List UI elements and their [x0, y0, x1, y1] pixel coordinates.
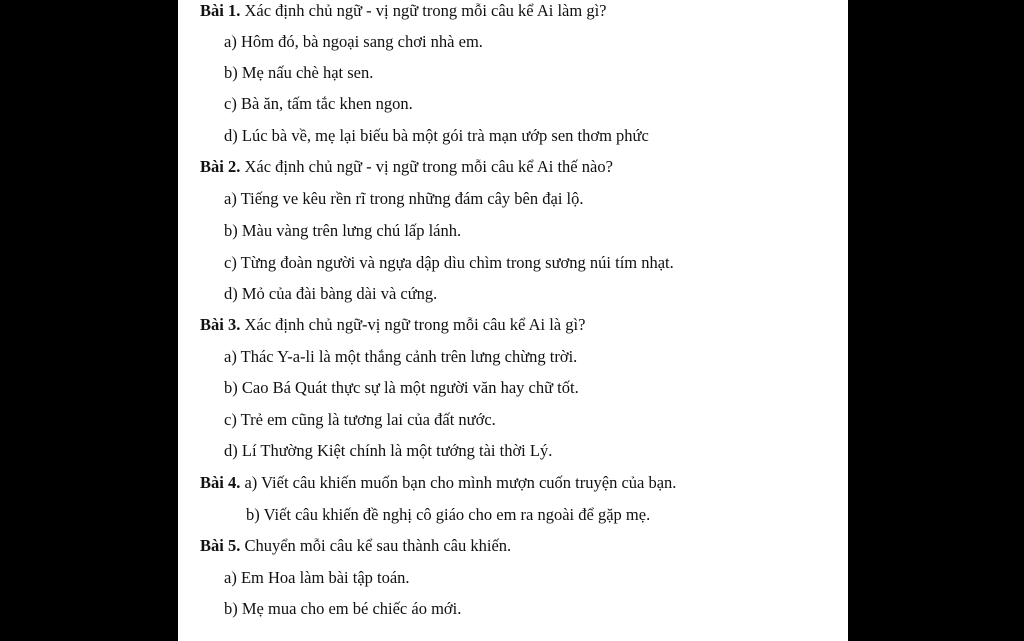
exercise-1-heading — [200, 1, 607, 21]
exercise-3-item-d: d) Lí Thường Kiệt chính là một tướng tài thời Lý. — [224, 441, 553, 460]
document-page — [178, 0, 848, 641]
exercise-1-item-a: a) Hôm đó, bà ngoại sang chơi nhà em. — [224, 32, 483, 51]
exercise-5-label: Bài 5. — [200, 536, 241, 555]
exercise-3-item-a: a) Thác Y-a-li là một thắng cảnh trên lưng chừng trời. — [224, 347, 578, 366]
exercise-1-item-d: d) Lúc bà về, mẹ lại biếu bà một gói trà mạn ướp sen thơm phức — [224, 126, 649, 145]
exercise-4-item-b: b) Viết câu khiến đề nghị cô giáo cho em ra ngoài để gặp mẹ. — [246, 505, 651, 524]
exercise-2-prompt: Xác định chủ ngữ - vị ngữ trong mỗi câu kể Ai thế nào? — [244, 157, 613, 176]
exercise-4-label: Bài 4. — [200, 473, 241, 492]
exercise-4-heading — [200, 473, 676, 493]
exercise-2-heading — [200, 157, 613, 177]
exercise-2-item-a: a) Tiếng ve kêu rền rĩ trong những đám cây bên đại lộ. — [224, 189, 584, 208]
exercise-3-label: Bài 3. — [200, 315, 241, 334]
exercise-4-prompt: a) Viết câu khiến muốn bạn cho mình mượn cuốn truyện của bạn. — [244, 473, 677, 492]
exercise-2-label: Bài 2. — [200, 157, 241, 176]
exercise-2-item-d: d) Mỏ của đài bàng dài và cứng. — [224, 284, 438, 303]
exercise-3-prompt: Xác định chủ ngữ-vị ngữ trong mỗi câu kể Ai là gì? — [244, 315, 586, 334]
exercise-2-item-b: b) Màu vàng trên lưng chú lấp lánh. — [224, 221, 462, 240]
exercise-5-item-a: a) Em Hoa làm bài tập toán. — [224, 568, 410, 587]
exercise-1-prompt: Xác định chủ ngữ - vị ngữ trong mỗi câu kể Ai làm gì? — [244, 1, 607, 20]
exercise-2-item-c: c) Từng đoàn người và ngựa dập dìu chìm trong sương núi tím nhạt. — [224, 253, 674, 272]
exercise-3-item-b: b) Cao Bá Quát thực sự là một người văn hay chữ tốt. — [224, 378, 579, 397]
exercise-5-heading — [200, 536, 511, 556]
exercise-1-item-c: c) Bà ăn, tấm tắc khen ngon. — [224, 94, 413, 113]
exercise-3-item-c: c) Trẻ em cũng là tương lai của đất nước. — [224, 410, 496, 429]
exercise-3-heading — [200, 315, 585, 335]
exercise-1-item-b: b) Mẹ nấu chè hạt sen. — [224, 63, 374, 82]
exercise-1-label: Bài 1. — [200, 1, 241, 20]
exercise-5-prompt: Chuyển mỗi câu kể sau thành câu khiến. — [244, 536, 512, 555]
exercise-5-item-b: b) Mẹ mua cho em bé chiếc áo mới. — [224, 599, 462, 618]
